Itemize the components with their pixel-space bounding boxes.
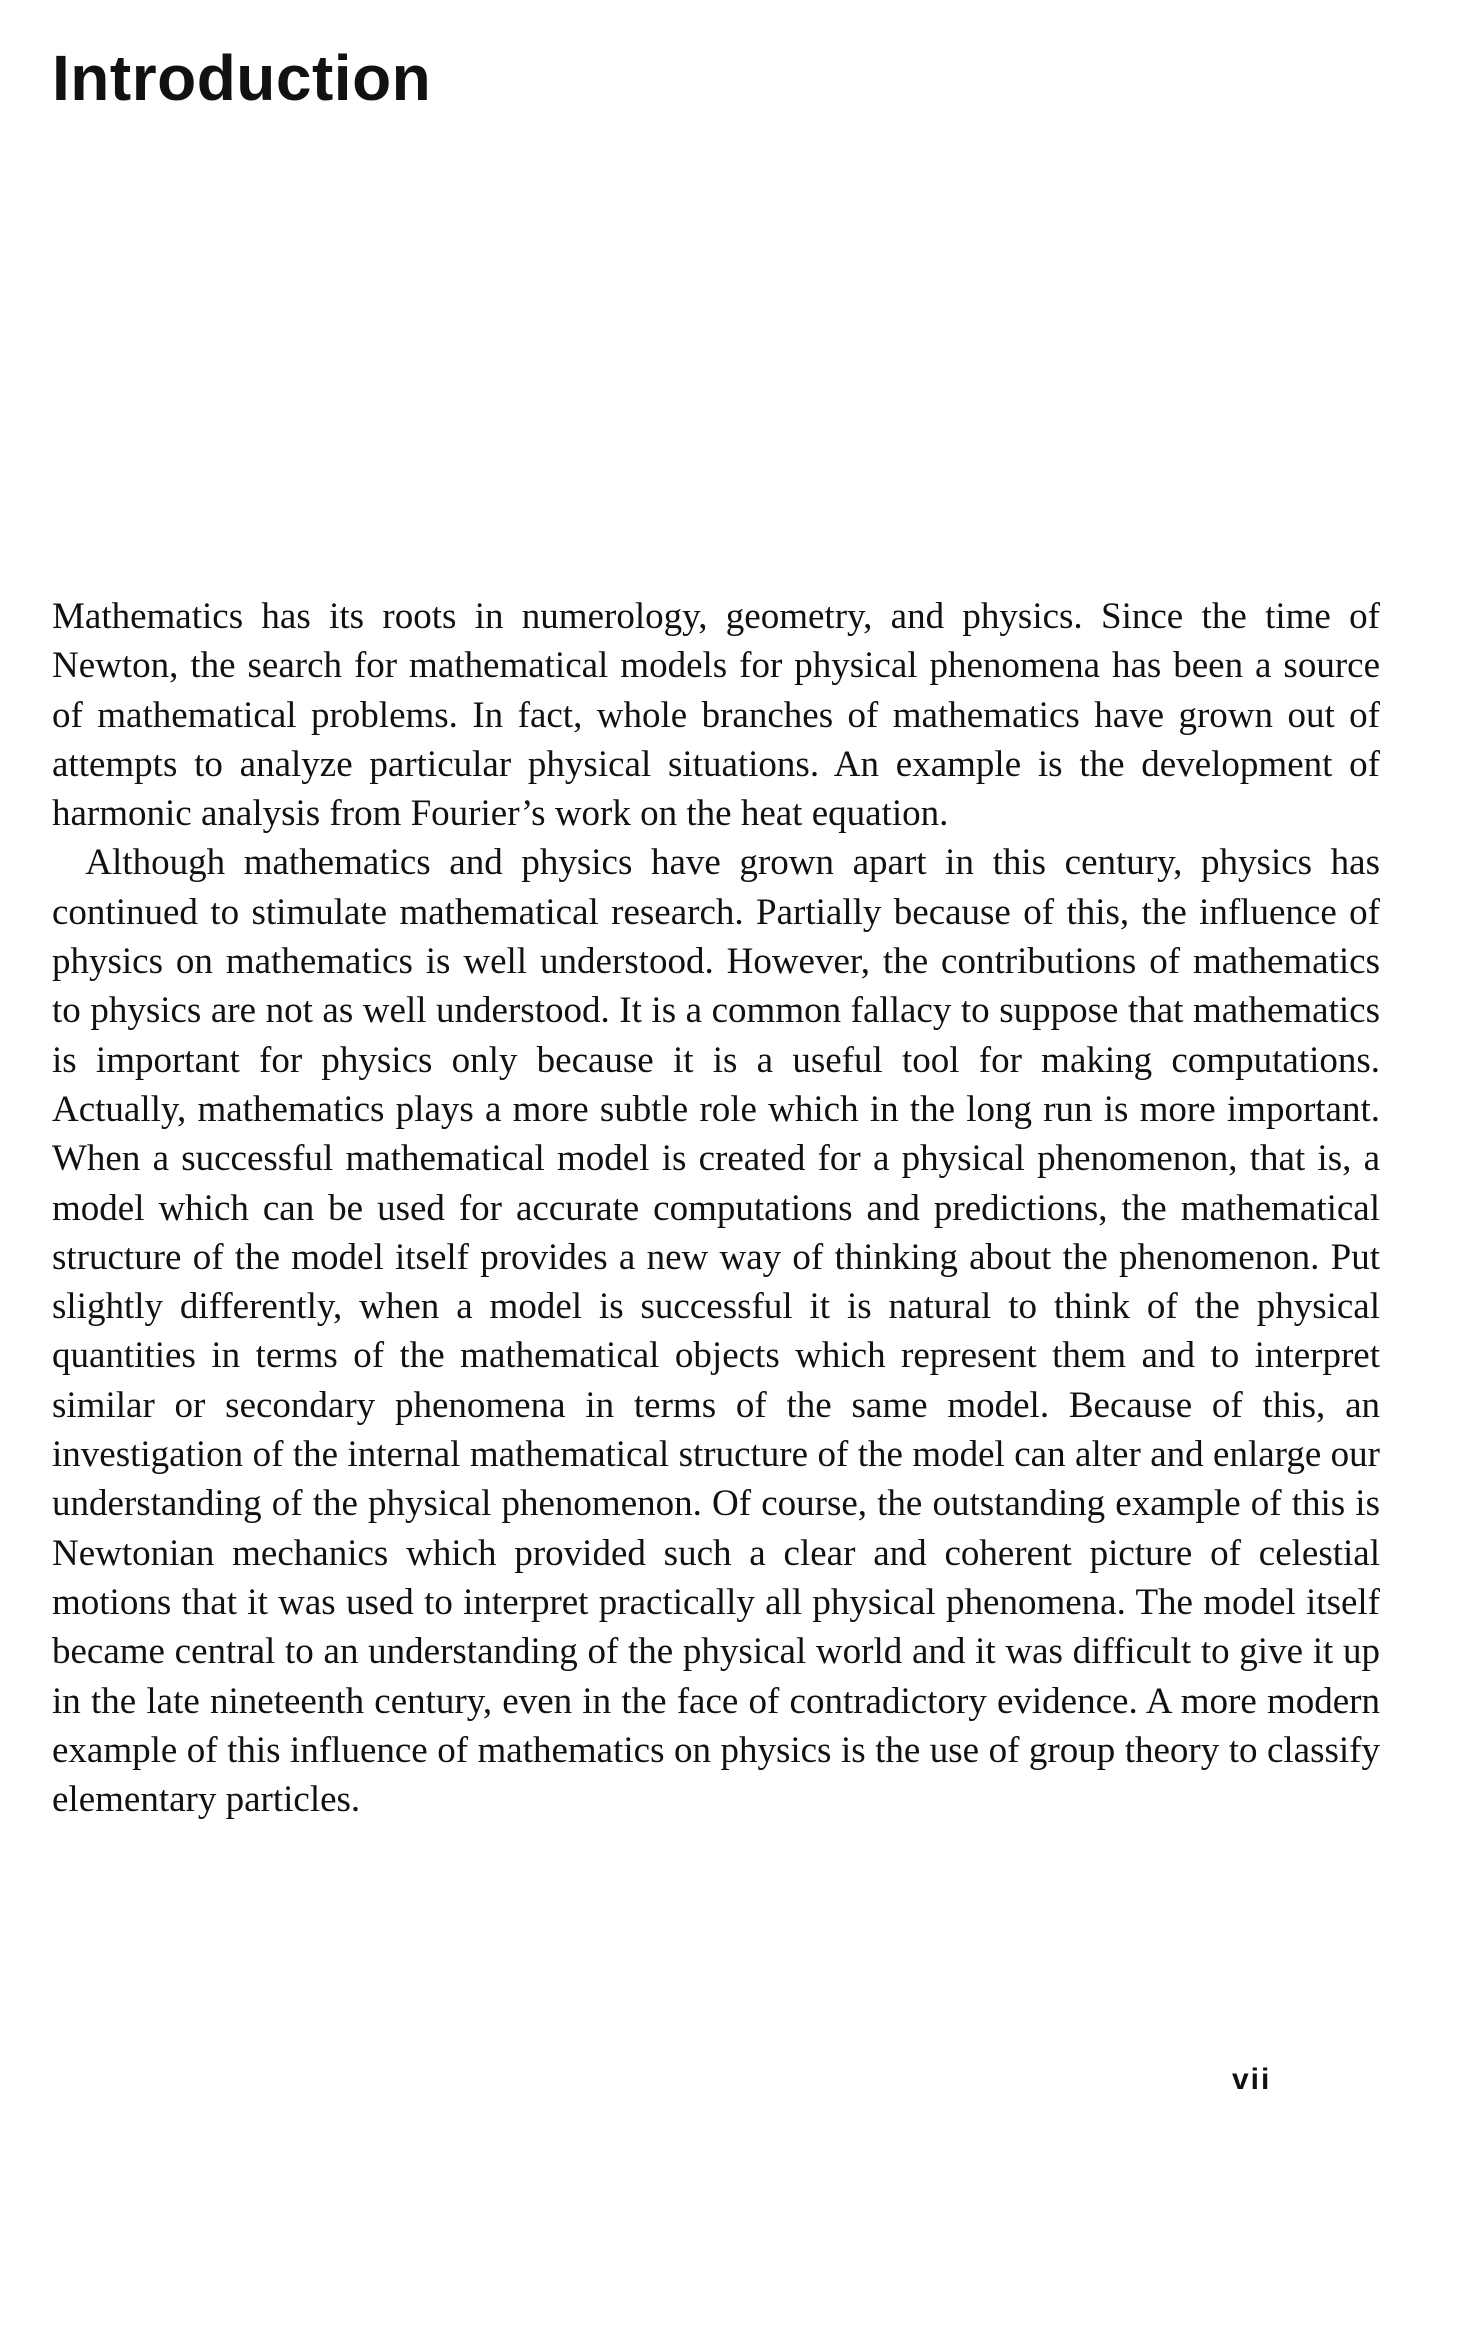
- paragraph-2: Although mathematics and physics have grown apart in this century, physics has continued to stimulate mathematical research. Partially because of this, the influence of physics on mathematics is well understood. However, the contributions of mathematics to physics are not as well understood. It is a common fallacy to suppose that mathematics is important for physics only because it is a useful tool for making computations. Actually, mathematics plays a more subtle role which in the long run is more important. When a successful mathematical model is created for a physical phenomenon, that is, a model which can be used for accurate computations and predictions, the mathematical structure of the model itself provides a new way of thinking about the phenomenon. Put slightly differently, when a model is successful it is natural to think of the physical quantities in terms of the mathematical objects which represent them and to interpret similar or secondary phenomena in terms of the same model. Because of this, an investigation of the internal mathematical structure of the model can alter and enlarge our understanding of the physical phenomenon. Of course, the outstanding example of this is Newtonian mechanics which provided such a clear and coherent picture of celestial motions that it was used to interpret practically all physical phenomena. The model itself became central to an understanding of the physical world and it was difficult to give it up in the late nineteenth century, even in the face of contradictory evidence. A more modern example of this influence of mathematics on physics is the use of group theory to classify elementary particles.: [52, 842, 1380, 1821]
- chapter-title: Introduction: [52, 42, 432, 114]
- paragraph-1: Mathematics has its roots in numerology, geometry, and physics. Since the time of Newton, the search for mathematical models for physical phenomena has been a source of mathematical problems. In fact, whole branches of mathematics have grown out of attempts to analyze particular physical situations. An example is the development of harmonic analysis from Fourier’s work on the heat equation.: [52, 596, 1380, 835]
- body-text: [52, 592, 1380, 1824]
- page-number: vii: [1232, 2063, 1272, 2096]
